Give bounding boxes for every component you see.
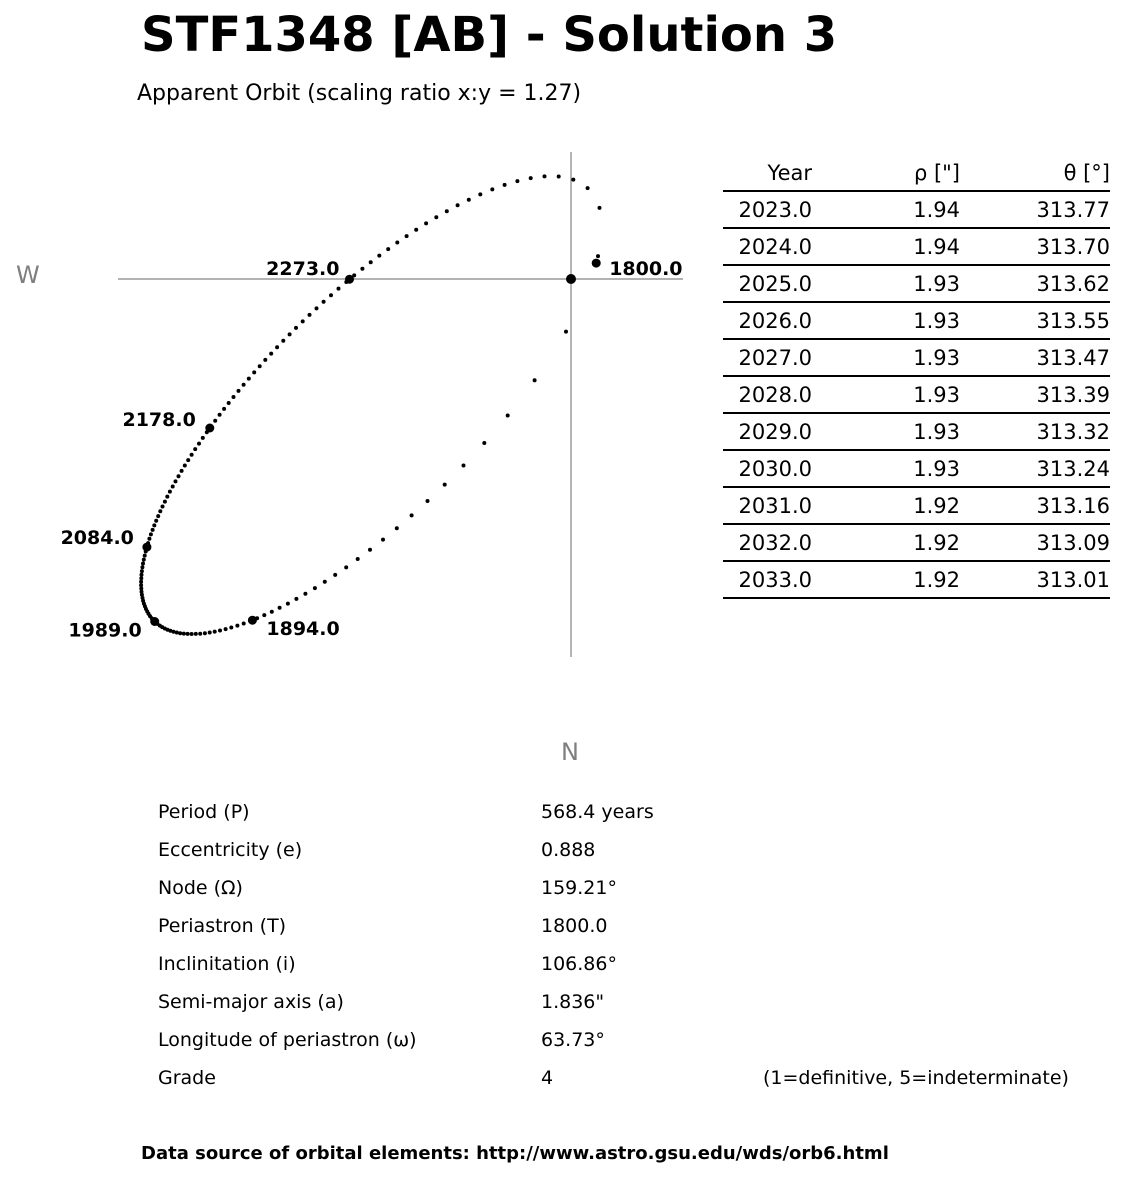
orbit-dot — [262, 613, 266, 617]
orbit-dot — [478, 192, 482, 196]
orbit-dot — [467, 198, 471, 202]
rho-cell: 1.92 — [913, 493, 960, 518]
element-label: Node (Ω) — [158, 877, 243, 899]
table-row — [723, 488, 1110, 525]
orbit-dot — [275, 345, 279, 349]
orbit-dot — [186, 458, 190, 462]
orbit-dot — [190, 453, 194, 457]
orbit-dot — [586, 186, 590, 190]
year-cell: 2024.0 — [738, 234, 812, 259]
orbit-dot — [360, 267, 364, 271]
orbit-dot — [158, 509, 162, 513]
rho-cell: 1.93 — [913, 419, 960, 444]
rho-cell: 1.93 — [913, 345, 960, 370]
orbit-dot — [227, 401, 231, 405]
element-value: 4 — [541, 1067, 554, 1089]
orbit-dot — [424, 221, 428, 225]
west-label: W — [16, 261, 40, 289]
orbit-dot — [197, 442, 201, 446]
orbit-dot — [142, 558, 146, 562]
orbit-dot — [151, 528, 155, 532]
epoch-label: 1800.0 — [609, 258, 683, 281]
element-label: Eccentricity (e) — [158, 839, 303, 861]
orbit-dot — [596, 254, 600, 258]
orbit-dot — [194, 632, 198, 636]
orbit-dot — [281, 339, 285, 343]
column-header-rho: ρ ["] — [913, 161, 960, 185]
orbit-dot — [180, 469, 184, 473]
theta-cell: 313.62 — [1036, 271, 1110, 296]
orbit-dot — [515, 179, 519, 183]
orbit-dot — [410, 513, 414, 517]
orbit-dot — [395, 241, 399, 245]
rho-cell: 1.93 — [913, 382, 960, 407]
orbit-plot — [0, 140, 700, 790]
orbit-dot — [503, 183, 507, 187]
orbit-dot — [252, 370, 256, 374]
orbit-dot — [462, 464, 466, 468]
orbit-dot — [395, 526, 399, 530]
orbit-dot — [258, 364, 262, 368]
north-label: N — [561, 738, 579, 766]
theta-cell: 313.55 — [1036, 308, 1110, 333]
theta-cell: 313.24 — [1036, 456, 1110, 481]
epoch-marker — [142, 543, 151, 552]
orbit-dot — [171, 485, 175, 489]
orbit-dot — [140, 573, 144, 577]
theta-cell: 313.32 — [1036, 419, 1110, 444]
orbit-dot — [165, 495, 169, 499]
orbit-dot — [571, 178, 575, 182]
orbit-dot — [237, 389, 241, 393]
orbit-dot — [322, 300, 326, 304]
year-cell: 2026.0 — [738, 308, 812, 333]
orbit-dot — [278, 606, 282, 610]
orbit-dot — [224, 627, 228, 631]
orbit-dot — [533, 378, 537, 382]
orbit-dot — [218, 413, 222, 417]
orbit-dot — [242, 622, 246, 626]
orbit-dot — [377, 254, 381, 258]
year-cell: 2027.0 — [738, 345, 812, 370]
orbit-dot — [139, 576, 143, 580]
rho-cell: 1.93 — [913, 456, 960, 481]
orbit-dot — [557, 175, 561, 179]
element-note: (1=definitive, 5=indeterminate) — [763, 1067, 1069, 1089]
orbit-dot — [368, 548, 372, 552]
year-cell: 2028.0 — [738, 382, 812, 407]
table-row — [723, 562, 1110, 599]
theta-cell: 313.77 — [1036, 197, 1110, 222]
year-cell: 2032.0 — [738, 530, 812, 555]
rho-cell: 1.94 — [913, 197, 960, 222]
orbit-dot — [213, 419, 217, 423]
orbit-dot — [301, 319, 305, 323]
rho-cell: 1.92 — [913, 530, 960, 555]
orbit-dot — [247, 377, 251, 381]
orbit-dot — [434, 215, 438, 219]
orbit-dot — [294, 326, 298, 330]
orbit-dot — [445, 209, 449, 213]
table-row — [723, 229, 1110, 266]
orbit-dot — [143, 554, 147, 558]
year-cell: 2025.0 — [738, 271, 812, 296]
year-cell: 2023.0 — [738, 197, 812, 222]
rho-cell: 1.94 — [913, 234, 960, 259]
orbit-dot — [156, 514, 160, 518]
table-header-row — [723, 156, 1110, 192]
orbit-dot — [564, 330, 568, 334]
element-label: Periastron (T) — [158, 915, 287, 937]
orbit-dot — [201, 436, 205, 440]
table-row — [723, 414, 1110, 451]
orbit-dot — [288, 332, 292, 336]
orbit-dot — [152, 523, 156, 527]
epoch-marker — [592, 259, 601, 268]
orbit-dot — [443, 483, 447, 487]
orbit-dot — [456, 203, 460, 207]
element-label: Period (P) — [158, 801, 250, 823]
orbit-dot — [286, 602, 290, 606]
epoch-label: 2178.0 — [122, 409, 196, 431]
orbit-dot — [369, 260, 373, 264]
table-row — [723, 340, 1110, 377]
table-row — [723, 525, 1110, 562]
element-value: 106.86° — [541, 953, 617, 975]
primary-star-marker — [566, 274, 576, 284]
column-header-year: Year — [767, 161, 812, 185]
element-label: Semi-major axis (a) — [158, 991, 344, 1013]
orbit-dot — [203, 631, 207, 635]
orbit-dot — [426, 499, 430, 503]
orbit-dot — [506, 414, 510, 418]
page-title: STF1348 [AB] - Solution 3 — [141, 7, 838, 63]
orbit-dot — [193, 447, 197, 451]
epoch-label: 2273.0 — [266, 258, 340, 281]
page-subtitle: Apparent Orbit (scaling ratio x:y = 1.27) — [137, 81, 582, 106]
orbit-dot — [182, 632, 186, 636]
orbit-dot — [235, 624, 239, 628]
orbit-dot — [147, 537, 151, 541]
rho-cell: 1.92 — [913, 567, 960, 592]
orbit-dot — [218, 629, 222, 633]
orbit-dot — [149, 532, 153, 536]
orbit-dot — [543, 174, 547, 178]
orbit-dot — [177, 474, 181, 478]
orbit-dot — [381, 538, 385, 542]
orbit-dot — [229, 626, 233, 630]
orbit-dot — [139, 580, 143, 584]
rho-cell: 1.93 — [913, 308, 960, 333]
theta-cell: 313.09 — [1036, 530, 1110, 555]
year-cell: 2033.0 — [738, 567, 812, 592]
theta-cell: 313.39 — [1036, 382, 1110, 407]
orbit-dot — [178, 631, 182, 635]
orbit-dot — [405, 234, 409, 238]
orbit-dot — [163, 500, 167, 504]
orbit-dot — [356, 557, 360, 561]
epoch-label: 1894.0 — [266, 618, 340, 641]
epoch-marker — [345, 275, 354, 284]
table-row — [723, 377, 1110, 414]
orbit-dot — [414, 228, 418, 232]
orbit-dot — [308, 313, 312, 317]
orbit-dot — [329, 293, 333, 297]
epoch-markers — [61, 258, 683, 641]
element-value: 568.4 years — [541, 801, 654, 823]
orbit-dot — [344, 565, 348, 569]
year-cell: 2030.0 — [738, 456, 812, 481]
orbit-dot — [294, 597, 298, 601]
orbit-dot — [208, 631, 212, 635]
orbit-dot — [140, 569, 144, 573]
orbit-dot — [337, 287, 341, 291]
orbit-dot — [232, 395, 236, 399]
orbit-dot — [315, 306, 319, 310]
orbital-elements-list — [158, 793, 1098, 1097]
epoch-marker — [248, 616, 257, 625]
table-row — [723, 266, 1110, 303]
orbit-dot — [242, 383, 246, 387]
orbit-dot — [183, 464, 187, 468]
data-source-note: Data source of orbital elements: http://www.astro.gsu.edu/wds/orb6.html — [141, 1143, 889, 1164]
theta-cell: 313.16 — [1036, 493, 1110, 518]
epoch-label: 1989.0 — [68, 619, 142, 642]
element-label: Inclinitation (i) — [158, 953, 296, 975]
element-value: 1.836" — [541, 991, 605, 1013]
orbit-dot — [490, 187, 494, 191]
column-header-theta: θ [°] — [1063, 161, 1110, 185]
rho-cell: 1.93 — [913, 271, 960, 296]
orbit-dot — [213, 630, 217, 634]
orbit-dot — [313, 586, 317, 590]
orbit-dot — [141, 562, 145, 566]
theta-cell: 313.47 — [1036, 345, 1110, 370]
orbit-dot — [154, 519, 158, 523]
ephemeris-table — [723, 156, 1123, 599]
orbit-dot — [482, 441, 486, 445]
orbit-dot — [270, 610, 274, 614]
orbit-dot — [186, 632, 190, 636]
year-cell: 2031.0 — [738, 493, 812, 518]
element-value: 1800.0 — [541, 915, 608, 937]
orbit-dot — [140, 565, 144, 569]
epoch-label: 2084.0 — [60, 527, 134, 550]
table-row — [723, 303, 1110, 340]
orbit-dot — [174, 479, 178, 483]
orbit-dot — [168, 490, 172, 494]
element-value: 159.21° — [541, 877, 617, 899]
orbit-dot — [222, 407, 226, 411]
orbit-dot — [386, 247, 390, 251]
orbit-dot — [529, 176, 533, 180]
orbit-dots — [139, 174, 601, 636]
orbit-dot — [263, 358, 267, 362]
element-label: Grade — [158, 1067, 216, 1089]
orbit-dot — [303, 592, 307, 596]
orbit-dot — [333, 573, 337, 577]
element-value: 0.888 — [541, 839, 596, 861]
table-row — [723, 192, 1110, 229]
theta-cell: 313.70 — [1036, 234, 1110, 259]
orbit-dot — [269, 352, 273, 356]
orbit-dot — [323, 580, 327, 584]
orbit-dot — [598, 206, 602, 210]
orbit-dot — [198, 632, 202, 636]
orbit-dot — [161, 505, 165, 509]
element-label: Longitude of periastron (ω) — [158, 1029, 417, 1051]
epoch-marker — [205, 424, 214, 433]
theta-cell: 313.01 — [1036, 567, 1110, 592]
epoch-marker — [150, 617, 159, 626]
table-row — [723, 451, 1110, 488]
orbit-dot — [190, 632, 194, 636]
year-cell: 2029.0 — [738, 419, 812, 444]
element-value: 63.73° — [541, 1029, 605, 1051]
